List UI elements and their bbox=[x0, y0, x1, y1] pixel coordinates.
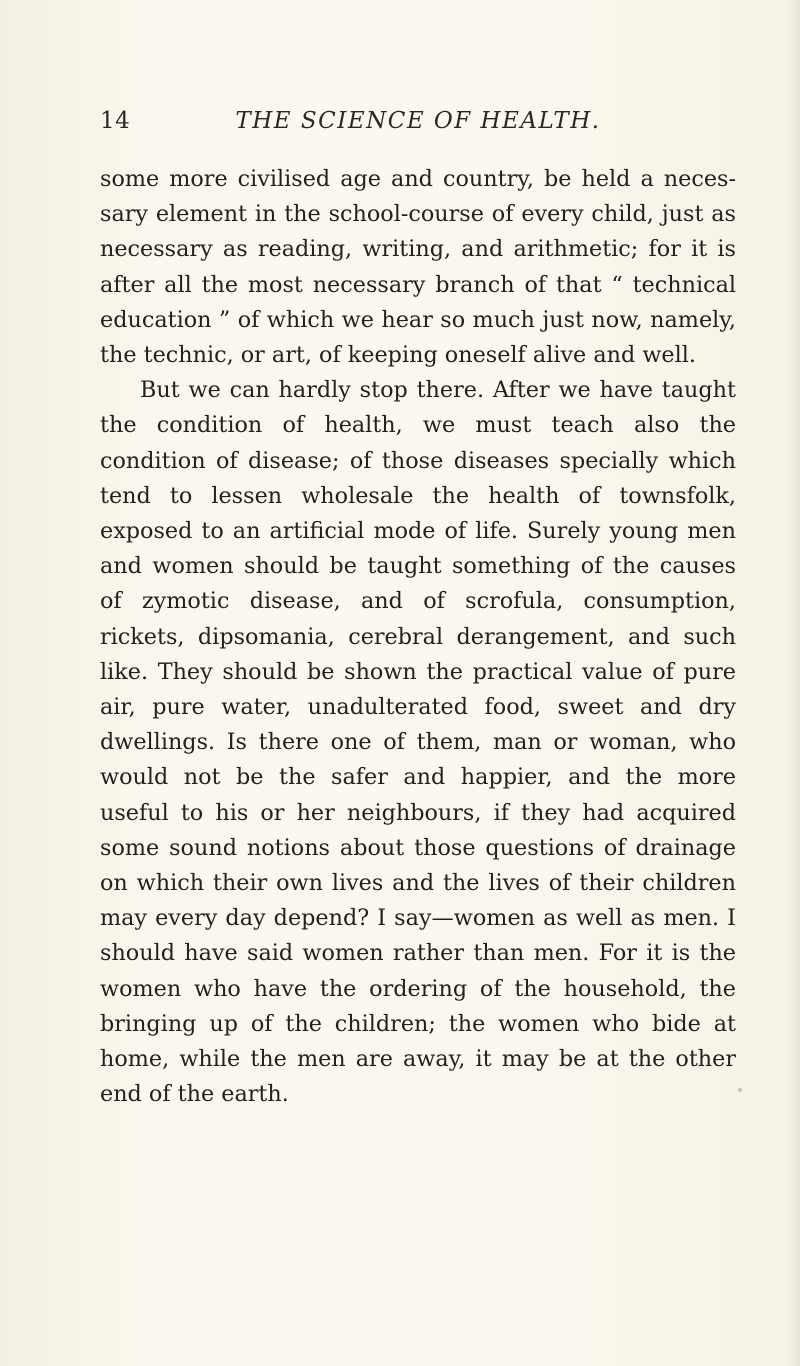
page-header bbox=[100, 108, 736, 148]
paper-speck bbox=[738, 1088, 742, 1092]
running-title: THE SCIENCE OF HEALTH. bbox=[235, 108, 601, 134]
paragraph-disease: But we can hardly stop there. After we have taught the condition of health, we must teach also the condition of disease; of those diseases specially which tend to lessen wholesale the health of townsfolk, exposed to an artificial mode of life. Surely young men and women should be taught something of the causes of zymotic disease, and of scrofula, consumption, rickets, dipsomania, cerebral derangement, and such like. They should be shown the practical value of pure air, pure water, unadulterated food, sweet and dry dwellings. Is there one of them, man or woman, who would not be the safer and happier, and the more useful to his or her neighbours, if they had acquired some sound notions about those questions of drainage on which their own lives and the lives of their children may every day depend? I say—women as well as men. I should have said women rather than men. For it is the women who have the ordering of the household, the bringing up of the children; the women who bide at home, while the men are away, it may be at the other end of the earth. bbox=[100, 377, 736, 1108]
paragraph-continuation: some more civilised age and country, be held a neces-sary element in the school-course of every child, just as necessary as reading, writing, and arithmetic; for it is after all the most necessary branch of that “ technical education ” of which we hear so much just now, namely, the technic, or art, of keeping oneself alive and well. bbox=[100, 166, 736, 369]
page-edge-shadow bbox=[786, 0, 800, 1366]
page-number: 14 bbox=[100, 108, 131, 134]
body-text bbox=[100, 162, 736, 1112]
